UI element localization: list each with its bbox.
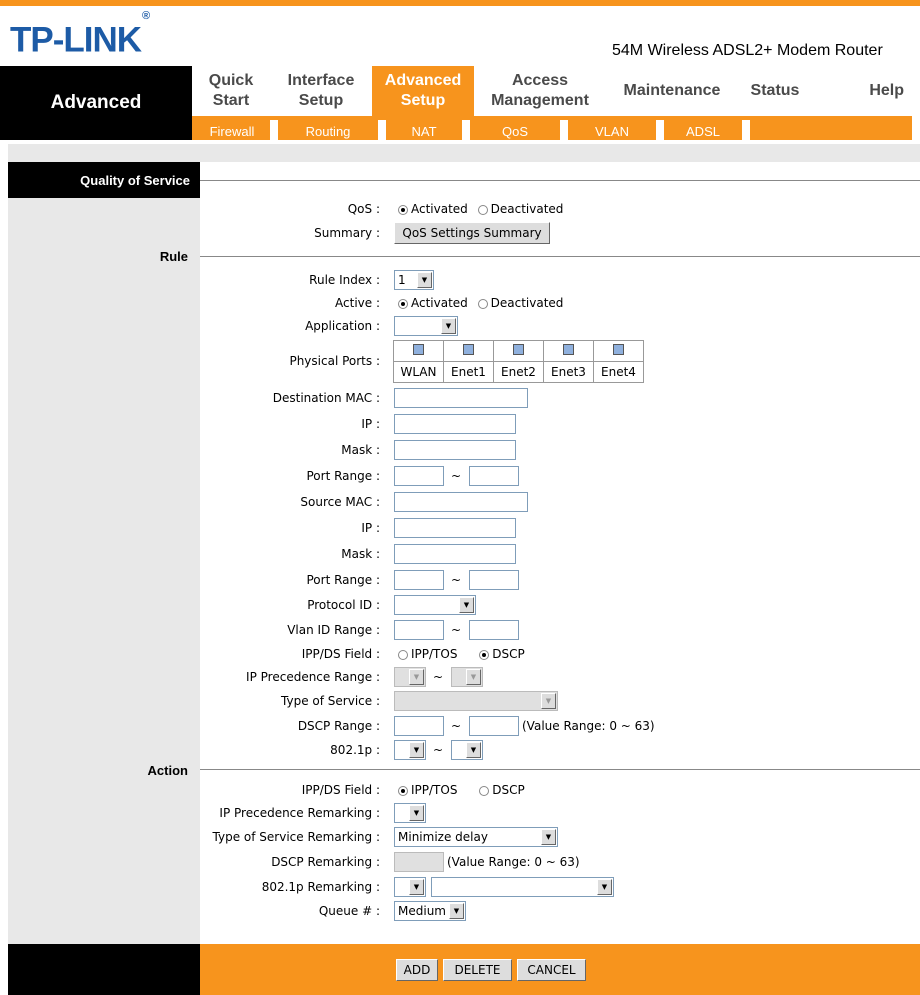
subtab-adsl[interactable]: ADSL [686,124,720,139]
tp-link-logo: TP-LINK® [10,10,150,60]
left-column [8,162,200,944]
radio-label: Deactivated [490,202,564,216]
source-port-start-input[interactable] [394,570,444,590]
tab-status[interactable]: Status [750,82,800,99]
subtab-divider [742,120,750,140]
port-label: WLAN [394,362,444,383]
destination-mask-label: Mask : [341,443,380,457]
subtab-nat[interactable]: NAT [411,124,437,139]
vlan-id-range-label: Vlan ID Range : [287,623,380,637]
tab-interface-setup[interactable]: Interface Setup [287,72,355,109]
physical-ports-table [393,340,644,383]
source-mask-label: Mask : [341,547,380,561]
dscp-remarking-label: DSCP Remarking : [271,855,380,869]
chevron-down-icon: ▼ [541,693,556,709]
type-of-service-label: Type of Service : [281,694,380,708]
radio-label: IPP/TOS [411,783,458,797]
qos-radio-group [398,202,563,216]
vlan-id-end-input[interactable] [469,620,519,640]
port-label: Enet4 [594,362,644,383]
destination-port-end-input[interactable] [469,466,519,486]
chevron-down-icon: ▼ [459,597,474,613]
chevron-down-icon: ▼ [466,669,481,685]
destination-mac-input[interactable] [394,388,528,408]
8021p-remarking-label: 802.1p Remarking : [261,880,380,894]
subtab-divider [378,120,386,140]
range-separator: ~ [433,743,444,757]
port-label: Enet1 [444,362,494,383]
subtab-divider [560,120,568,140]
port-enet4-checkbox[interactable] [613,344,624,355]
port-enet2-checkbox[interactable] [513,344,524,355]
source-mask-input[interactable] [394,544,516,564]
application-label: Application : [305,319,380,333]
protocol-id-select[interactable] [394,595,476,615]
range-separator: ~ [451,623,462,637]
active-label: Active : [335,296,380,310]
tab-maintenance[interactable]: Maintenance [623,82,721,99]
subtab-qos[interactable]: QoS [501,124,528,139]
8021p-remarking-detail-select[interactable] [431,877,614,897]
chevron-down-icon: ▼ [409,742,424,758]
source-mac-input[interactable] [394,492,528,512]
protocol-id-label: Protocol ID : [307,598,380,612]
subtab-vlan[interactable]: VLAN [595,124,629,139]
destination-port-start-input[interactable] [394,466,444,486]
subtab-divider [656,120,664,140]
tab-quick-start[interactable]: Quick Start [208,72,254,109]
delete-button[interactable]: DELETE [443,959,512,981]
application-select[interactable] [394,316,458,336]
ip-precedence-start-select[interactable] [394,667,426,687]
divider [200,180,920,181]
divider [200,769,920,770]
chevron-down-icon: ▼ [409,879,424,895]
top-accent-bar [0,0,920,6]
ip-precedence-range-label: IP Precedence Range : [246,670,380,684]
ip-precedence-end-select[interactable] [451,667,483,687]
port-label: Enet3 [544,362,594,383]
tab-advanced-setup[interactable]: Advanced Setup [372,66,474,116]
8021p-label: 802.1p : [330,743,380,757]
active-activated-radio[interactable] [398,299,408,309]
rule-index-select[interactable]: 1 ▼ [394,270,434,290]
tos-remarking-label: Type of Service Remarking : [212,830,380,844]
ip-precedence-remarking-label: IP Precedence Remarking : [219,806,380,820]
source-ip-label: IP : [361,521,380,535]
8021p-start-select[interactable] [394,740,426,760]
footer-left-block [8,944,200,995]
rule-ippds-field-label: IPP/DS Field : [301,647,380,661]
port-enet3-checkbox[interactable] [563,344,574,355]
tab-access-management[interactable]: Access Management [491,72,589,109]
radio-label: Activated [411,296,468,310]
range-separator: ~ [451,573,462,587]
dscp-remarking-hint: (Value Range: 0 ~ 63) [447,855,580,869]
chevron-down-icon: ▼ [409,669,424,685]
chevron-down-icon: ▼ [541,829,556,845]
chevron-down-icon: ▼ [409,805,424,821]
source-port-range-label: Port Range : [306,573,380,587]
source-port-end-input[interactable] [469,570,519,590]
port-enet1-checkbox[interactable] [463,344,474,355]
summary-label: Summary : [314,226,380,240]
dscp-range-start-input[interactable] [394,716,444,736]
destination-port-range-label: Port Range : [306,469,380,483]
physical-ports-label: Physical Ports : [289,354,380,368]
type-of-service-select[interactable] [394,691,558,711]
port-wlan-checkbox[interactable] [413,344,424,355]
action-ipptos-radio[interactable] [398,786,408,796]
chevron-down-icon: ▼ [417,272,432,288]
destination-ip-input[interactable] [394,414,516,434]
destination-ip-label: IP : [361,417,380,431]
source-mac-label: Source MAC : [300,495,380,509]
dscp-remarking-input[interactable] [394,852,444,872]
subtab-divider [270,120,278,140]
add-button[interactable]: ADD [396,959,438,981]
rule-section-label: Rule [159,249,188,264]
rule-index-label: Rule Index : [309,273,380,287]
queue-select[interactable]: Medium ▼ [394,901,466,921]
qos-settings-summary-button[interactable]: QoS Settings Summary [394,222,550,244]
dscp-range-label: DSCP Range : [297,719,380,733]
qos-activated-radio[interactable] [398,205,408,215]
destination-mask-input[interactable] [394,440,516,460]
radio-label: Activated [411,202,468,216]
8021p-remarking-select[interactable] [394,877,426,897]
chevron-down-icon: ▼ [597,879,612,895]
cancel-button[interactable]: CANCEL [517,959,586,981]
active-radio-group [398,296,563,310]
port-label: Enet2 [494,362,544,383]
chevron-down-icon: ▼ [449,903,464,919]
action-ippds-radio-group [398,783,525,797]
spacer-strip [8,144,920,162]
dscp-range-hint: (Value Range: 0 ~ 63) [522,719,655,733]
qos-deactivated-radio[interactable] [478,205,488,215]
section-title: Advanced [0,66,192,140]
active-deactivated-radio[interactable] [478,299,488,309]
panel-title: Quality of Service [8,162,200,198]
subtab-routing[interactable]: Routing [305,124,351,139]
vlan-id-start-input[interactable] [394,620,444,640]
rule-ippds-radio-group [398,647,525,661]
model-name: 54M Wireless ADSL2+ Modem Router [612,42,883,59]
dscp-range-end-input[interactable] [469,716,519,736]
range-separator: ~ [451,719,462,733]
radio-label: DSCP [492,783,525,797]
action-section-label: Action [147,763,188,778]
action-dscp-radio[interactable] [479,786,489,796]
destination-mac-label: Destination MAC : [272,391,380,405]
queue-label: Queue # : [318,904,380,918]
radio-label: IPP/TOS [411,647,458,661]
chevron-down-icon: ▼ [441,318,456,334]
action-ippds-field-label: IPP/DS Field : [301,783,380,797]
radio-label: Deactivated [490,296,564,310]
divider [200,256,920,257]
rule-ipptos-radio[interactable] [398,650,408,660]
radio-label: DSCP [492,647,525,661]
tos-remarking-select[interactable]: Minimize delay ▼ [394,827,558,847]
tab-help[interactable]: Help [869,82,904,99]
range-separator: ~ [433,670,444,684]
chevron-down-icon: ▼ [466,742,481,758]
subtab-divider [462,120,470,140]
qos-label: QoS : [347,202,380,216]
8021p-end-select[interactable] [451,740,483,760]
rule-dscp-radio[interactable] [479,650,489,660]
subtab-firewall[interactable]: Firewall [209,124,255,139]
ip-precedence-remarking-select[interactable] [394,803,426,823]
source-ip-input[interactable] [394,518,516,538]
range-separator: ~ [451,469,462,483]
